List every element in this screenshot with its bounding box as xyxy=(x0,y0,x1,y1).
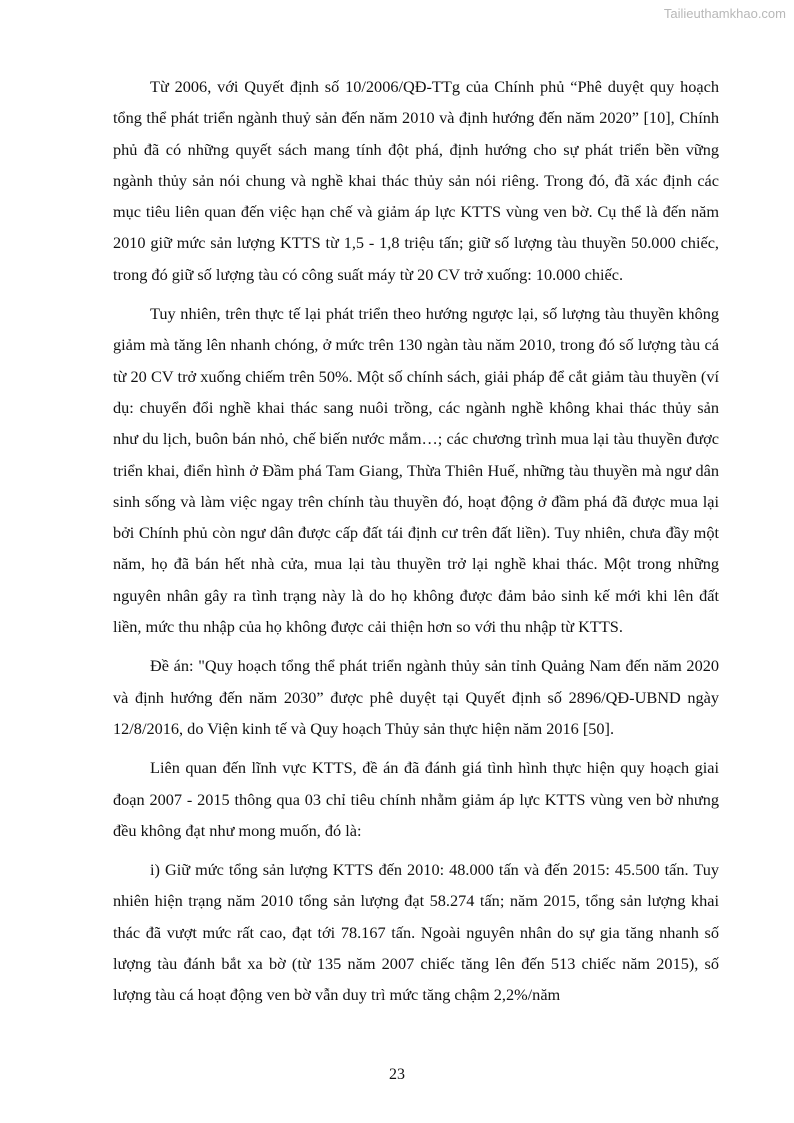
paragraph-1: Từ 2006, với Quyết định số 10/2006/QĐ-TTg của Chính phủ “Phê duyệt quy hoạch tổng thể phát triển ngành thuỷ sản đến năm 2010 và định hướng đến năm 2020” [10], Chính phủ đã có những quyết sách mang tính đột phá, định hướng cho sự phát triển bền vững ngành thủy sản nói chung và nghề khai thác thủy sản nói riêng. Trong đó, đã xác định các mục tiêu liên quan đến việc hạn chế và giảm áp lực KTTS vùng ven bờ. Cụ thể là đến năm 2010 giữ mức sản lượng KTTS từ 1,5 - 1,8 triệu tấn; giữ số lượng tàu thuyền 50.000 chiếc, trong đó giữ số lượng tàu có công suất máy từ 20 CV trở xuống: 10.000 chiếc. xyxy=(113,77,719,284)
watermark: Tailieuthamkhao.com xyxy=(663,6,786,21)
paragraph-5: i) Giữ mức tổng sản lượng KTTS đến 2010: 48.000 tấn và đến 2015: 45.500 tấn. Tuy nhiên hiện trạng năm 2010 tổng sản lượng đạt 58.274 tấn; năm 2015, tổng sản lượng khai thác đã vượt mức rất cao, đạt tới 78.167 tấn. Ngoài nguyên nhân do sự gia tăng nhanh số lượng tàu đánh bắt xa bờ (từ 135 năm 2007 chiếc tăng lên đến 513 chiếc năm 2015), số lượng tàu cá hoạt động ven bờ vẫn duy trì mức tăng chậm 2,2%/năm xyxy=(113,860,719,1005)
paragraph-3: Đề án: "Quy hoạch tổng thể phát triển ngành thủy sản tỉnh Quảng Nam đến năm 2020 và định hướng đến năm 2030” được phê duyệt tại Quyết định số 2896/QĐ-UBND ngày 12/8/2016, do Viện kinh tế và Quy hoạch Thủy sản thực hiện năm 2016 [50]. xyxy=(113,656,719,738)
document-body xyxy=(113,71,719,1019)
paragraph-2: Tuy nhiên, trên thực tế lại phát triển theo hướng ngược lại, số lượng tàu thuyền không giảm mà tăng lên nhanh chóng, ở mức trên 130 ngàn tàu năm 2010, trong đó số lượng tàu cá từ 20 CV trở xuống chiếm trên 50%. Một số chính sách, giải pháp để cắt giảm tàu thuyền (ví dụ: chuyển đổi nghề khai thác sang nuôi trồng, các ngành nghề không khai thác thủy sản như du lịch, buôn bán nhỏ, chế biến nước mắm…; các chương trình mua lại tàu thuyền được triển khai, điển hình ở Đầm phá Tam Giang, Thừa Thiên Huế, những tàu thuyền mà ngư dân sinh sống và làm việc ngay trên chính tàu thuyền đó, hoạt động ở đầm phá đã được mua lại bởi Chính phủ còn ngư dân được cấp đất tái định cư trên đất liền). Tuy nhiên, chưa đầy một năm, họ đã bán hết nhà cửa, mua lại tàu thuyền trở lại nghề khai thác. Một trong những nguyên nhân gây ra tình trạng này là do họ không được đảm bảo sinh kế mới khi lên đất liền, mức thu nhập của họ không được cải thiện hơn so với thu nhập từ KTTS. xyxy=(113,304,719,637)
page-number: 23 xyxy=(389,1066,405,1083)
paragraph-4: Liên quan đến lĩnh vực KTTS, đề án đã đánh giá tình hình thực hiện quy hoạch giai đoạn 2007 - 2015 thông qua 03 chỉ tiêu chính nhằm giảm áp lực KTTS vùng ven bờ nhưng đều không đạt như mong muốn, đó là: xyxy=(113,758,719,840)
